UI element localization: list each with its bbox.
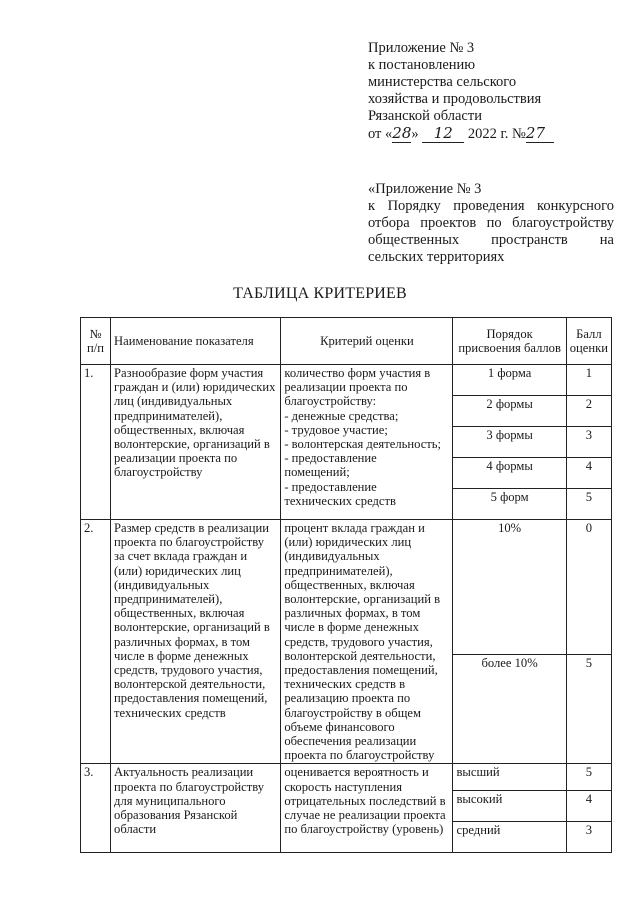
- date-number: 27: [526, 125, 554, 143]
- criterion-line: помещений;: [284, 465, 350, 480]
- row-name: Актуальность реализации проекта по благоустройству для муниципального образования Рязанской области: [111, 764, 281, 853]
- grade-score: 5: [566, 764, 611, 791]
- grade-order: 1 форма: [453, 365, 566, 396]
- procedure-line: к Порядку проведения конкурсного: [368, 198, 614, 214]
- criterion-line: - волонтерская деятельность;: [284, 437, 442, 452]
- row-name: Разнообразие форм участия граждан и (или) юридических лиц (индивидуальных предпринимателей), общественных, включая волонтерские, организаций в реализации проекта по благоустройству: [111, 365, 281, 520]
- grade-score: 4: [566, 791, 611, 822]
- date-prefix: от «: [368, 126, 393, 142]
- grade-order: 2 формы: [453, 396, 566, 427]
- grade-score: 5: [566, 489, 611, 520]
- grade-order: 5 форм: [453, 489, 566, 520]
- grade-score: 0: [566, 520, 611, 655]
- appendix-line: министерства сельского: [368, 74, 517, 90]
- appendix-line: хозяйства и продовольствия: [368, 91, 542, 107]
- date-month: 12: [422, 125, 464, 143]
- grade-score: 1: [566, 365, 611, 396]
- appendix-line: Приложение № 3: [368, 40, 475, 56]
- grade-score: 3: [566, 822, 611, 853]
- grade-order: высший: [453, 764, 566, 791]
- row-num: 1.: [81, 365, 111, 520]
- grade-order: 4 формы: [453, 458, 566, 489]
- grade-order: 3 формы: [453, 427, 566, 458]
- procedure-line: общественных пространств на: [368, 232, 614, 248]
- header-criterion: Критерий оценки: [281, 318, 453, 365]
- grade-score: 3: [566, 427, 611, 458]
- row-num: 2.: [81, 520, 111, 764]
- appendix-line: Рязанской области: [368, 108, 482, 124]
- row-criterion: [281, 365, 453, 520]
- procedure-line: отбора проектов по благоустройству: [368, 215, 614, 231]
- header-score: Балл оценки: [566, 318, 611, 365]
- appendix-line: к постановлению: [368, 57, 476, 73]
- header-num: № п/п: [81, 318, 111, 365]
- appendix-date: [368, 125, 618, 143]
- header-name: Наименование показателя: [111, 318, 281, 365]
- header-order: Порядок присвоения баллов: [453, 318, 566, 365]
- row-name: Размер средств в реализации проекта по благоустройству за счет вклада граждан и (или) юридических лиц (индивидуальных предпринимателей), общественных, включая волонтерские, организаций в различных формах, в том числе в форме денежных средств, трудового участия, волонтерской деятельности, предоставления помещений, технических средств: [111, 520, 281, 764]
- table-title: ТАБЛИЦА КРИТЕРИЕВ: [233, 285, 407, 302]
- table-row: [81, 365, 612, 396]
- grade-score: 5: [566, 655, 611, 764]
- criterion-line: технических средств: [284, 493, 396, 508]
- table-row: [81, 520, 612, 655]
- grade-order: 10%: [453, 520, 566, 655]
- criteria-table: [80, 317, 612, 853]
- criterion-line: - трудовое участие;: [284, 422, 388, 437]
- row-num: 3.: [81, 764, 111, 853]
- criterion-line: - предоставление: [284, 479, 377, 494]
- criterion-line: благоустройству:: [284, 394, 377, 409]
- procedure-line: сельских территориях: [368, 249, 505, 265]
- row-criterion: оценивается вероятность и скорость наступления отрицательных последствий в случае не реализации проекта по благоустройству (уровень): [281, 764, 453, 853]
- appendix-header: [368, 40, 618, 143]
- grade-score: 4: [566, 458, 611, 489]
- grade-order: более 10%: [453, 655, 566, 764]
- procedure-reference: [368, 181, 614, 266]
- criterion-line: - предоставление: [284, 451, 377, 466]
- criterion-line: количество форм участия в: [284, 366, 431, 380]
- table-header-row: [81, 318, 612, 365]
- grade-score: 2: [566, 396, 611, 427]
- criterion-line: реализации проекта по: [284, 380, 408, 395]
- table-row: [81, 764, 612, 791]
- grade-order: средний: [453, 822, 566, 853]
- date-day: 28: [392, 124, 412, 142]
- criterion-line: - денежные средства;: [284, 408, 399, 423]
- date-mid: »: [411, 126, 423, 142]
- row-criterion: процент вклада граждан и (или) юридических лиц (индивидуальных предпринимателей), общественных, включая волонтерские, организаций в различных формах, в том числе в форме денежных средств, трудового участия, волонтерской деятельности, предоставления помещений, технических средств в реализацию проекта по благоустройству в общем объеме финансового обеспечения реализации проекта по благоустройству: [281, 520, 453, 764]
- date-year: 2022 г. №: [464, 126, 526, 142]
- procedure-line: «Приложение № 3: [368, 181, 482, 197]
- grade-order: высокий: [453, 791, 566, 822]
